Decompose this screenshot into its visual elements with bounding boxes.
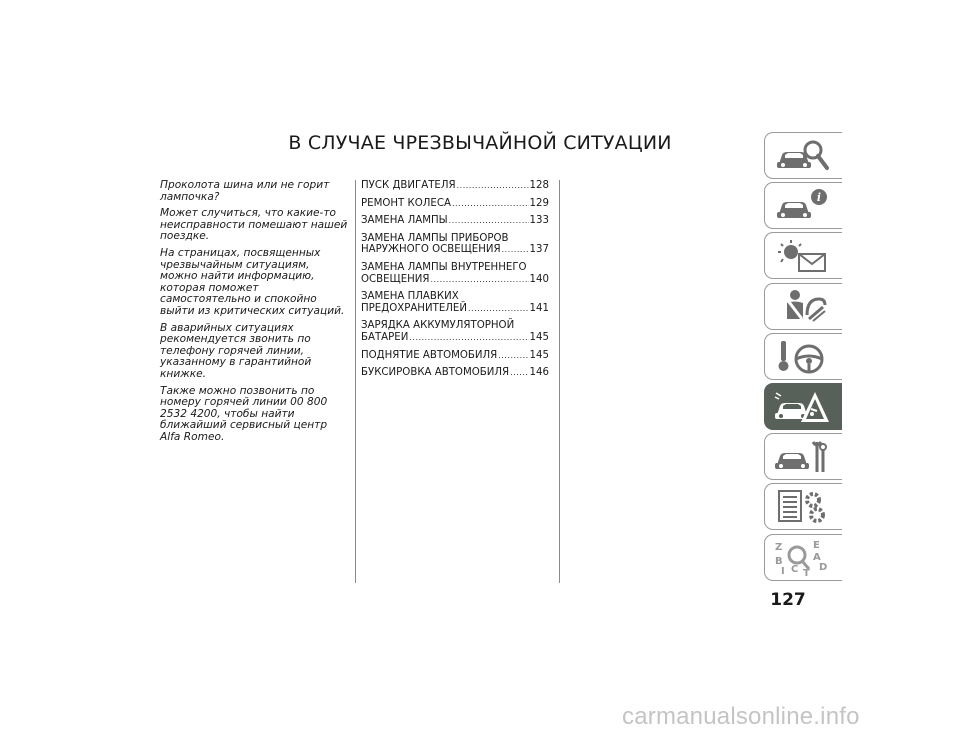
index-letter: Z [775,541,783,553]
alphabet-index-magnifier-icon [773,540,831,576]
toc-entry-title: ПУСК ДВИГАТЕЛЯ [361,180,456,191]
chapter-tab-technical-data[interactable] [764,483,842,530]
chapter-tab-warning-lights[interactable] [764,232,842,279]
chapter-tab-dashboard[interactable] [764,132,842,179]
car-magnifier-icon [773,138,831,174]
toc-entry-title: ЗАМЕНА ЛАМПЫ ПРИБОРОВ [361,232,509,244]
toc-entry-page: 133 [529,215,549,227]
page-title: В СЛУЧАЕ ЧРЕЗВЫЧАЙНОЙ СИТУАЦИИ [288,132,672,154]
toc-entry-exterior-lights[interactable] [361,233,549,256]
chapter-tab-index[interactable] [764,534,842,581]
toc-entry-page: 129 [529,197,549,209]
toc-entry-interior-lights[interactable] [361,262,549,285]
toc-entry-engine-start[interactable] [361,180,549,192]
car-info-icon [773,188,831,224]
toc-entry-fuses[interactable] [361,291,549,314]
toc-entry-wheel-repair[interactable] [361,198,549,210]
index-letter: B [775,555,783,567]
chapter-tab-safety-devices[interactable] [764,283,842,330]
watermark: carmanualsonline.info [622,703,860,730]
toc-entry-lifting[interactable] [361,350,549,362]
intro-paragraph: Также можно позвонить по номеру горячей линии 00 800 2532 4200, чтобы найти ближайший сервисный центр Alfa Romeo. [160,384,328,443]
index-letter: C [791,563,799,575]
index-letter: E [813,539,820,551]
toc-entry-title: ЗАМЕНА ЛАМПЫ [361,215,448,227]
chapter-tab-maintenance[interactable] [764,433,842,480]
toc-entry-page: 137 [529,244,549,256]
toc-entry-page: 128 [529,180,549,191]
intro-text [160,180,350,448]
toc-entry-battery-charging[interactable] [361,320,549,343]
toc-entry-title: ЗАМЕНА ЛАМПЫ ВНУТРЕННЕГО [361,261,527,273]
toc-entry-title: НАРУЖНОГО ОСВЕЩЕНИЯ [361,244,501,256]
index-letter: I [781,565,785,576]
chapter-tab-emergency[interactable] [764,383,842,430]
toc-entry-page: 145 [529,349,549,361]
toc-entry-page: 140 [529,273,549,285]
car-emergency-triangle-icon [773,389,831,425]
chapter-tab-safety[interactable] [764,182,842,229]
toc-entry-title: ЗАРЯДКА АККУМУЛЯТОРНОЙ [361,320,515,332]
toc-entry-page: 141 [529,302,549,314]
index-letter: A [813,551,821,563]
list-gears-icon [773,489,831,525]
chapter-tab-driving[interactable] [764,333,842,380]
toc-entry-title: ПОДНЯТИЕ АВТОМОБИЛЯ [361,349,498,361]
toc-entry-title: ПРЕДОХРАНИТЕЛЕЙ [361,302,467,314]
toc-entry-page: 146 [529,367,549,379]
intro-paragraph: Может случиться, что какие-то неисправности помешают нашей поездке. [160,207,348,243]
toc-entry-title: ОСВЕЩЕНИЯ [361,273,430,285]
chapter-tabs [764,132,842,584]
index-letter: D [819,561,828,573]
svg-text:i: i [816,191,822,205]
index-letter: T [803,567,810,576]
toc-entry-bulb-replacement[interactable] [361,215,549,227]
page-number: 127 [770,590,806,610]
car-wrench-icon [773,439,831,475]
toc-entry-page: 145 [529,331,549,343]
toc-entry-title: ЗАМЕНА ПЛАВКИХ [361,291,459,303]
column-divider [355,180,356,583]
intro-paragraph: В аварийных ситуациях рекомендуется звонить по телефону горячей линии, указанному в гарантийной книжке. [160,321,312,380]
toc-entry-title: БАТАРЕИ [361,331,409,343]
seatbelt-person-icon [773,289,831,325]
column-divider [559,180,560,583]
warning-light-mail-icon [773,238,831,274]
intro-paragraph: Проколота шина или не горит лампочка? [160,179,330,203]
intro-paragraph: На страницах, посвященных чрезвычайным ситуациям, можно найти информацию, которая поможет самостоятельно и спокойно выйти из критических ситуаций. [160,246,345,317]
steering-wheel-icon [773,339,831,375]
toc-entry-title: БУКСИРОВКА АВТОМОБИЛЯ [361,367,510,379]
table-of-contents [361,180,549,385]
toc-entry-title: РЕМОНТ КОЛЕСА [361,197,451,209]
toc-entry-towing[interactable] [361,367,549,379]
